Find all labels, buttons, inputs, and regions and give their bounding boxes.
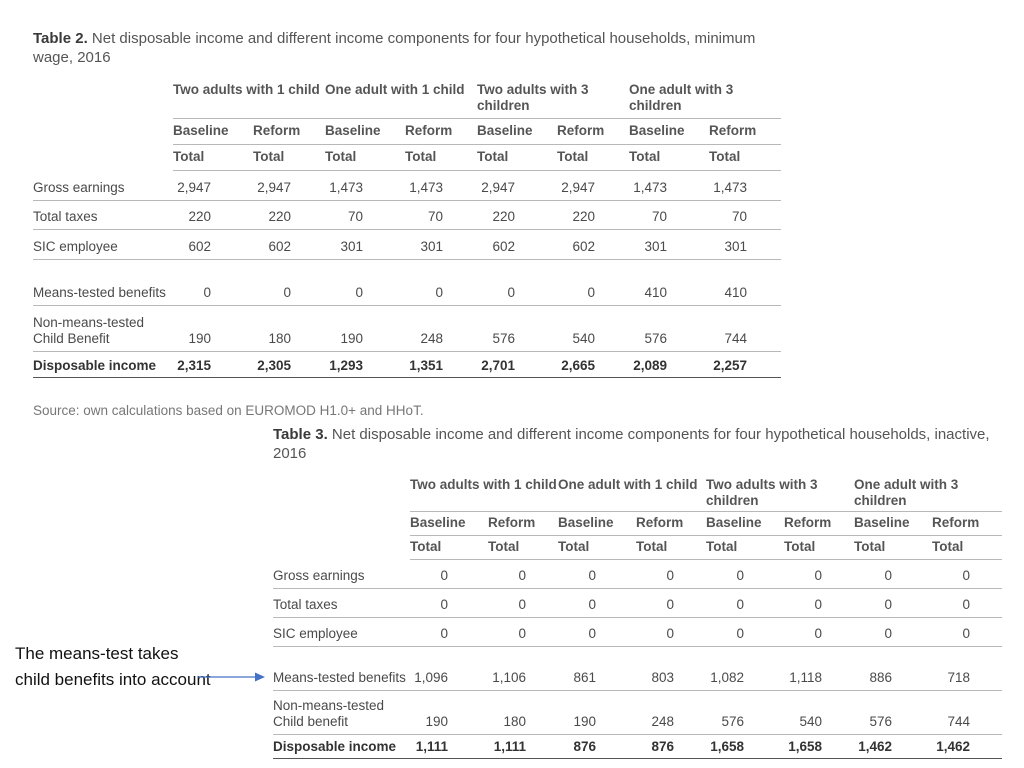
table-total-header: Total — [253, 144, 325, 170]
table-cell: 248 — [636, 690, 706, 734]
table-cell: 0 — [410, 617, 488, 646]
table-total-header: Total — [558, 535, 636, 559]
table-cell: 180 — [253, 305, 325, 351]
table-cell: 2,947 — [253, 170, 325, 200]
table-cell: 0 — [558, 559, 636, 588]
table-cell: 602 — [557, 229, 629, 259]
table-subheader: Reform — [557, 118, 629, 144]
table-cell: 1,111 — [410, 734, 488, 758]
table2-group-header-row — [33, 82, 781, 118]
table-total-header: Total — [557, 144, 629, 170]
table2-caption-text: Net disposable income and different income components for four hypothetical households, minimum wage, 2016 — [33, 30, 756, 66]
table-cell: 0 — [488, 559, 558, 588]
table-row — [33, 259, 781, 305]
table3-totals-row — [273, 535, 1002, 559]
table-cell: 0 — [253, 259, 325, 305]
table-cell: 540 — [557, 305, 629, 351]
table-cell: 0 — [410, 559, 488, 588]
table-cell: 0 — [932, 559, 1002, 588]
table-row — [33, 351, 781, 377]
table-spacer — [273, 511, 410, 535]
table-cell: 220 — [253, 200, 325, 229]
table-cell: 744 — [932, 690, 1002, 734]
table-subheader: Reform — [488, 511, 558, 535]
table-spacer — [33, 118, 173, 144]
table-cell: 1,106 — [488, 646, 558, 690]
table2-caption — [33, 29, 793, 67]
table-cell: 2,089 — [629, 351, 709, 377]
table-cell: 2,701 — [477, 351, 557, 377]
table-cell: 861 — [558, 646, 636, 690]
table-cell: 0 — [405, 259, 477, 305]
table-cell: 190 — [410, 690, 488, 734]
table-subheader: Baseline — [854, 511, 932, 535]
table-subheader: Baseline — [558, 511, 636, 535]
table-cell: 1,096 — [410, 646, 488, 690]
table-cell: 2,947 — [557, 170, 629, 200]
table-cell: 180 — [488, 690, 558, 734]
table-spacer — [273, 535, 410, 559]
table-cell: 1,082 — [706, 646, 784, 690]
table-cell: 0 — [636, 588, 706, 617]
table-cell: 1,293 — [325, 351, 405, 377]
table-row — [33, 200, 781, 229]
table-cell: 0 — [558, 617, 636, 646]
table-cell: 0 — [706, 559, 784, 588]
table-cell: 190 — [325, 305, 405, 351]
table-cell: 0 — [784, 588, 854, 617]
table-cell: 0 — [854, 588, 932, 617]
table-total-header: Total — [477, 144, 557, 170]
table-cell: 70 — [325, 200, 405, 229]
table-cell: 876 — [558, 734, 636, 758]
table-total-header: Total — [784, 535, 854, 559]
table-row — [33, 305, 781, 351]
table-row — [273, 646, 1002, 690]
table3-group-header: Two adults with 3 children — [706, 477, 854, 511]
annotation-arrow-icon — [197, 670, 267, 684]
table-total-header: Total — [706, 535, 784, 559]
table3-subheader-row — [273, 511, 1002, 535]
table-cell: 0 — [784, 617, 854, 646]
table-cell: 220 — [173, 200, 253, 229]
table-subheader: Reform — [932, 511, 1002, 535]
table-cell: 0 — [706, 588, 784, 617]
table-cell: 1,473 — [325, 170, 405, 200]
table-cell: 1,658 — [784, 734, 854, 758]
table-cell: 2,305 — [253, 351, 325, 377]
row-label: Disposable income — [33, 351, 173, 377]
table-cell: 576 — [629, 305, 709, 351]
table-cell: 301 — [629, 229, 709, 259]
table-cell: 886 — [854, 646, 932, 690]
table-cell: 0 — [477, 259, 557, 305]
table-cell: 1,111 — [488, 734, 558, 758]
table-cell: 1,351 — [405, 351, 477, 377]
table-cell: 70 — [709, 200, 781, 229]
table-cell: 2,665 — [557, 351, 629, 377]
table-spacer — [33, 144, 173, 170]
row-label: SIC employee — [33, 229, 173, 259]
table-cell: 0 — [854, 559, 932, 588]
table-cell: 602 — [253, 229, 325, 259]
table-subheader: Reform — [709, 118, 781, 144]
row-label: Means-tested benefits — [33, 259, 173, 305]
table-row — [33, 229, 781, 259]
table-cell: 0 — [558, 588, 636, 617]
table-cell: 0 — [173, 259, 253, 305]
table-row — [273, 588, 1002, 617]
table-total-header: Total — [854, 535, 932, 559]
row-label: Total taxes — [273, 588, 410, 617]
table-cell: 576 — [706, 690, 784, 734]
table-cell: 190 — [173, 305, 253, 351]
table-cell: 410 — [709, 259, 781, 305]
table-subheader: Baseline — [477, 118, 557, 144]
table-cell: 2,947 — [173, 170, 253, 200]
table-total-header: Total — [636, 535, 706, 559]
table-cell: 0 — [932, 588, 1002, 617]
table2-totals-row — [33, 144, 781, 170]
table-total-header: Total — [325, 144, 405, 170]
table-cell: 744 — [709, 305, 781, 351]
table-cell: 1,462 — [932, 734, 1002, 758]
table-cell: 1,658 — [706, 734, 784, 758]
table-cell: 576 — [477, 305, 557, 351]
table3-caption-number: Table 3. — [273, 426, 328, 443]
table-cell: 190 — [558, 690, 636, 734]
table3-group-header: One adult with 1 child — [558, 477, 706, 511]
table2-group-header: Two adults with 1 child — [173, 82, 325, 118]
table-cell: 1,473 — [709, 170, 781, 200]
table2-group-header: One adult with 1 child — [325, 82, 477, 118]
row-label: Total taxes — [33, 200, 173, 229]
table-subheader: Reform — [405, 118, 477, 144]
row-label: Non-means-tested Child benefit — [273, 690, 410, 734]
table-subheader: Baseline — [173, 118, 253, 144]
table-cell: 220 — [557, 200, 629, 229]
table-row — [273, 734, 1002, 758]
table-cell: 70 — [629, 200, 709, 229]
table-cell: 248 — [405, 305, 477, 351]
table-row — [273, 690, 1002, 734]
table-cell: 602 — [477, 229, 557, 259]
table-cell: 0 — [784, 559, 854, 588]
table-cell: 301 — [709, 229, 781, 259]
row-label: Means-tested benefits — [273, 646, 410, 690]
table-cell: 0 — [488, 588, 558, 617]
table-cell: 410 — [629, 259, 709, 305]
table-cell: 0 — [557, 259, 629, 305]
table2-caption-number: Table 2. — [33, 30, 88, 47]
row-label: Disposable income — [273, 734, 410, 758]
table-subheader: Baseline — [325, 118, 405, 144]
table-total-header: Total — [932, 535, 1002, 559]
table-cell: 0 — [636, 559, 706, 588]
table-subheader: Reform — [784, 511, 854, 535]
table-cell: 1,462 — [854, 734, 932, 758]
table-cell: 0 — [854, 617, 932, 646]
table-cell: 2,257 — [709, 351, 781, 377]
table-cell: 0 — [706, 617, 784, 646]
table-row — [273, 559, 1002, 588]
table-subheader: Reform — [636, 511, 706, 535]
table-subheader: Reform — [253, 118, 325, 144]
row-label: Gross earnings — [33, 170, 173, 200]
table-cell: 2,315 — [173, 351, 253, 377]
table-total-header: Total — [173, 144, 253, 170]
table-cell: 718 — [932, 646, 1002, 690]
table-cell: 0 — [488, 617, 558, 646]
table3-caption-text: Net disposable income and different income components for four hypothetical households, inactive, 2016 — [273, 426, 990, 462]
table-cell: 0 — [636, 617, 706, 646]
table-total-header: Total — [629, 144, 709, 170]
table-cell: 876 — [636, 734, 706, 758]
table3-group-header: Two adults with 1 child — [410, 477, 558, 511]
table-cell: 1,473 — [405, 170, 477, 200]
table3 — [273, 477, 1002, 759]
table-cell: 1,473 — [629, 170, 709, 200]
annotation-arrow-head — [255, 673, 265, 682]
table2-group-header: Two adults with 3 children — [477, 82, 629, 118]
table-cell: 540 — [784, 690, 854, 734]
table-row — [33, 170, 781, 200]
table-subheader: Baseline — [410, 511, 488, 535]
table3-group-header-row — [273, 477, 1002, 511]
table2-group-header: One adult with 3 children — [629, 82, 781, 118]
table-row — [273, 617, 1002, 646]
table-total-header: Total — [405, 144, 477, 170]
table-total-header: Total — [709, 144, 781, 170]
table-cell: 301 — [405, 229, 477, 259]
table-cell: 220 — [477, 200, 557, 229]
table-cell: 2,947 — [477, 170, 557, 200]
table-subheader: Baseline — [706, 511, 784, 535]
annotation-text: The means-test takes child benefits into account — [15, 644, 211, 689]
table3-caption — [273, 425, 1013, 463]
row-label: SIC employee — [273, 617, 410, 646]
source-note: Source: own calculations based on EUROMOD H1.0+ and HHoT. — [33, 403, 424, 418]
table-cell: 576 — [854, 690, 932, 734]
table-cell: 1,118 — [784, 646, 854, 690]
table-total-header: Total — [410, 535, 488, 559]
table-cell: 0 — [410, 588, 488, 617]
table-cell: 602 — [173, 229, 253, 259]
table-cell: 301 — [325, 229, 405, 259]
table2-subheader-row — [33, 118, 781, 144]
table-cell: 0 — [932, 617, 1002, 646]
row-label: Gross earnings — [273, 559, 410, 588]
table-total-header: Total — [488, 535, 558, 559]
table-subheader: Baseline — [629, 118, 709, 144]
table2 — [33, 82, 781, 378]
row-label: Non-means-tested Child Benefit — [33, 305, 173, 351]
table3-group-header: One adult with 3 children — [854, 477, 1002, 511]
table-cell: 70 — [405, 200, 477, 229]
table-cell: 0 — [325, 259, 405, 305]
table-cell: 803 — [636, 646, 706, 690]
